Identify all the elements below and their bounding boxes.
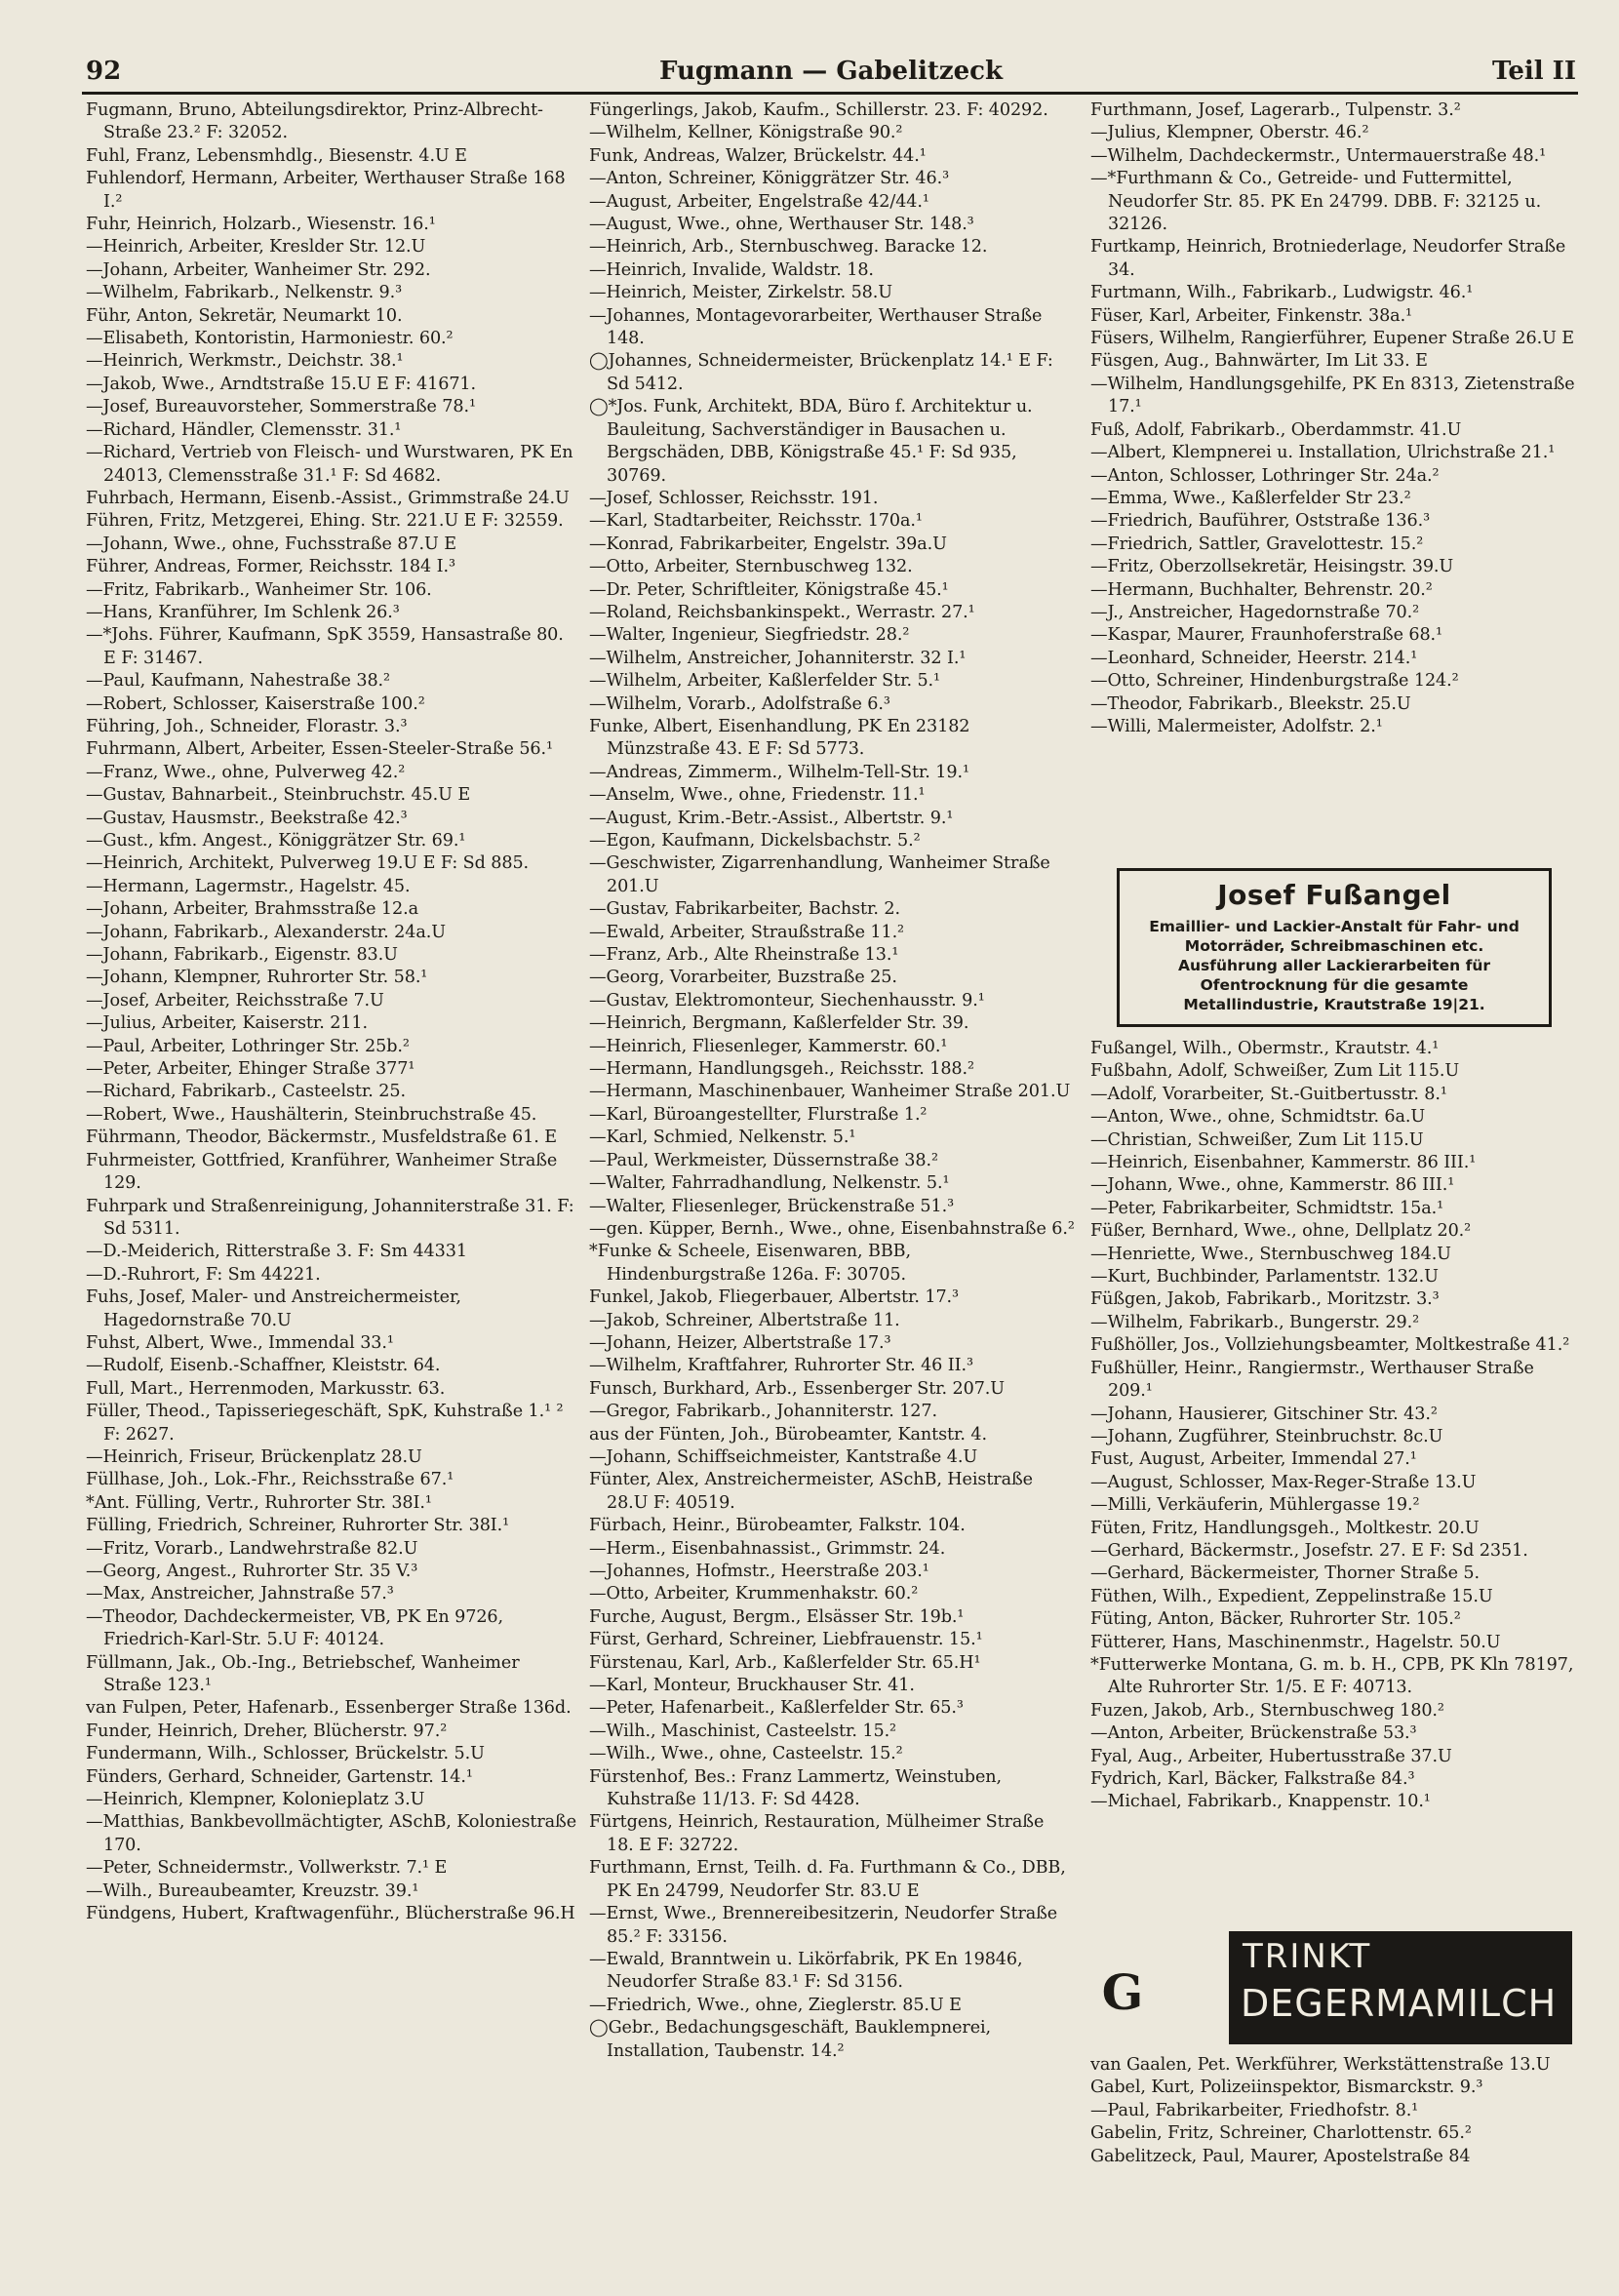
directory-entry: —Willi, Malermeister, Adolfstr. 2.¹: [1090, 716, 1383, 736]
directory-entry: —D.-Meiderich, Ritterstraße 3. F: Sm 44331: [86, 1242, 467, 1262]
directory-entry: Fürstenhof, Bes.: Franz Lammertz, Weinstuben, Kuhstraße 11/13. F: Sd 4428.: [589, 1766, 1002, 1810]
directory-entry: —Anselm, Wwe., ohne, Friedenstr. 11.¹: [589, 785, 926, 806]
directory-entry: —gen. Küpper, Bernh., Wwe., ohne, Eisenbahnstraße 6.²: [589, 1218, 1075, 1239]
column-3-top: [1090, 99, 1578, 862]
directory-entry: —Julius, Arbeiter, Kaiserstr. 211.: [86, 1013, 368, 1034]
column-3-bottom: [1090, 2054, 1578, 2284]
milk-banner: [1229, 1931, 1572, 2044]
directory-entry: Fuhrbach, Hermann, Eisenb.-Assist., Grimmstraße 24.U: [86, 488, 570, 508]
directory-entry: Führen, Fritz, Metzgerei, Ehing. Str. 221.U E F: 32559.: [86, 511, 564, 532]
directory-entry: —Wilhelm, Fabrikarb., Bungerstr. 29.²: [1090, 1312, 1420, 1332]
directory-entry: —Michael, Fabrikarb., Knappenstr. 10.¹: [1090, 1792, 1431, 1812]
directory-entry: —Gust., kfm. Angest., Königgrätzer Str. 69.¹: [86, 831, 466, 851]
directory-entry: Führer, Andreas, Former, Reichsstr. 184 I.³: [86, 557, 455, 577]
directory-entry: —Jakob, Schreiner, Albertstraße 11.: [589, 1310, 900, 1330]
directory-entry: Fürbach, Heinr., Bürobeamter, Falkstr. 104.: [589, 1516, 966, 1536]
directory-entry: —Wilh., Maschinist, Casteelstr. 15.²: [589, 1721, 897, 1741]
directory-entry: *Ant. Fülling, Vertr., Ruhrorter Str. 38I.¹: [86, 1492, 432, 1513]
logo-g-icon: G: [1101, 1963, 1144, 2021]
directory-entry: —Gustav, Elektromonteur, Siechenhausstr. 9.¹: [589, 990, 985, 1010]
directory-entry: —Kaspar, Maurer, Fraunhoferstraße 68.¹: [1090, 625, 1443, 646]
directory-entry: —Heinrich, Werkmstr., Deichstr. 38.¹: [86, 351, 404, 372]
directory-entry: Funder, Heinrich, Dreher, Blücherstr. 97.²: [86, 1721, 448, 1741]
directory-entry: —Ernst, Wwe., Brennereibesitzerin, Neudorfer Straße 85.² F: 33156.: [589, 1904, 1058, 1947]
directory-entry: Fydrich, Karl, Bäcker, Falkstraße 84.³: [1090, 1769, 1415, 1789]
directory-entry: —Max, Anstreicher, Jahnstraße 57.³: [86, 1584, 394, 1604]
directory-entry: —Anton, Arbeiter, Brückenstraße 53.³: [1090, 1723, 1417, 1744]
directory-entry: —*Johs. Führer, Kaufmann, SpK 3559, Hansastraße 80. E F: 31467.: [86, 625, 564, 668]
directory-entry: —Heinrich, Fliesenleger, Kammerstr. 60.¹: [589, 1036, 948, 1056]
directory-entry: Fuzen, Jakob, Arb., Sternbuschweg 180.²: [1090, 1700, 1444, 1721]
directory-entry: —Johannes, Hofmstr., Heerstraße 203.¹: [589, 1562, 929, 1581]
directory-entry: —Adolf, Vorarbeiter, St.-Guitbertusstr. 8.¹: [1090, 1084, 1447, 1104]
directory-entry: —Johann, Arbeiter, Wanheimer Str. 292.: [86, 259, 431, 280]
directory-entry: —Christian, Schweißer, Zum Lit 115.U: [1090, 1129, 1424, 1150]
directory-entry: —Richard, Fabrikarb., Casteelstr. 25.: [86, 1082, 406, 1102]
directory-entry: Gabelitzeck, Paul, Maurer, Apostelstraße 84: [1090, 2146, 1471, 2166]
directory-entry: —Roland, Reichsbankinspekt., Werrastr. 27.¹: [589, 602, 975, 622]
directory-entry: Funsch, Burkhard, Arb., Essenberger Str. 207.U: [589, 1378, 1006, 1399]
directory-entry: ◯*Jos. Funk, Architekt, BDA, Büro f. Architektur u. Bauleitung, Sachverständiger in Bausachen u. Bergschäden, DBB, Königstraße 45.¹ F: Sd 935, 30769.: [589, 397, 1033, 486]
directory-entry: Fuhrmeister, Gottfried, Kranführer, Wanheimer Straße 129.: [86, 1150, 558, 1194]
directory-entry: —Wilhelm, Fabrikarb., Nelkenstr. 9.³: [86, 283, 403, 303]
directory-entry: —Karl, Stadtarbeiter, Reichsstr. 170a.¹: [589, 511, 923, 532]
directory-entry: Füller, Theod., Tapisseriegeschäft, SpK, Kuhstraße 1.¹ ² F: 2627.: [86, 1402, 564, 1445]
milk-banner-line-2: DEGERMAMILCH: [1241, 1982, 1558, 2025]
directory-entry: —Franz, Arb., Alte Rheinstraße 13.¹: [589, 945, 899, 966]
directory-entry: Fundermann, Wilh., Schlosser, Brückelstr. 5.U: [86, 1744, 485, 1764]
directory-entry: —Paul, Werkmeister, Düssernstraße 38.²: [589, 1150, 938, 1170]
name-range: Fugmann — Gabelitzeck: [658, 57, 1004, 86]
directory-entry: —Johann, Klempner, Ruhrorter Str. 58.¹: [86, 968, 428, 988]
directory-entry: Fußbahn, Adolf, Schweißer, Zum Lit 115.U: [1090, 1061, 1460, 1082]
directory-entry: —Otto, Arbeiter, Krummenhakstr. 60.²: [589, 1584, 919, 1604]
directory-entry: —Elisabeth, Kontoristin, Harmoniestr. 60.²: [86, 329, 454, 349]
directory-entry: —Albert, Klempnerei u. Installation, Ulrichstraße 21.¹: [1090, 443, 1556, 463]
directory-entry: —Hermann, Lagermstr., Hagelstr. 45.: [86, 876, 411, 896]
directory-entry: Fürtgens, Heinrich, Restauration, Mülheimer Straße 18. E F: 32722.: [589, 1812, 1045, 1855]
directory-entry: —Fritz, Vorarb., Landwehrstraße 82.U: [86, 1538, 418, 1559]
directory-entry: —Geschwister, Zigarrenhandlung, Wanheimer Straße 201.U: [589, 853, 1050, 896]
directory-entry: —August, Schlosser, Max-Reger-Straße 13.U: [1090, 1472, 1477, 1492]
directory-entry: —Hermann, Handlungsgeh., Reichsstr. 188.²: [589, 1059, 974, 1080]
column-2: [589, 99, 1075, 2284]
directory-entry: Gabel, Kurt, Polizeiinspektor, Bismarckstr. 9.³: [1090, 2078, 1483, 2098]
directory-entry: Furtkamp, Heinrich, Brotniederlage, Neudorfer Straße 34.: [1090, 237, 1566, 280]
directory-entry: —Karl, Büroangestellter, Flurstraße 1.²: [589, 1104, 928, 1125]
directory-entry: —Heinrich, Friseur, Brückenplatz 28.U: [86, 1446, 422, 1467]
directory-entry: —Theodor, Dachdeckermeister, VB, PK En 9726, Friedrich-Karl-Str. 5.U F: 40124.: [86, 1606, 503, 1650]
directory-entry: Fyal, Aug., Arbeiter, Hubertusstraße 37.U: [1090, 1746, 1452, 1766]
directory-entry: Füngerlings, Jakob, Kaufm., Schillerstr. 23. F: 40292.: [589, 100, 1048, 120]
directory-entry: —Wilhelm, Vorarb., Adolfstraße 6.³: [589, 693, 890, 714]
directory-entry: —Heinrich, Klempner, Kolonieplatz 3.U: [86, 1790, 425, 1810]
directory-entry: —Johann, Fabrikarb., Eigenstr. 83.U: [86, 945, 398, 966]
directory-entry: —Ewald, Arbeiter, Straußstraße 11.²: [589, 922, 905, 942]
directory-entry: —Walter, Fliesenleger, Brückenstraße 51.³: [589, 1196, 955, 1216]
directory-entry: Fußhöller, Jos., Vollziehungsbeamter, Moltkestraße 41.²: [1090, 1335, 1570, 1356]
fussangel-advertisement: [1117, 868, 1552, 1027]
directory-entry: Führmann, Theodor, Bäckermstr., Musfeldstraße 61. E: [86, 1128, 557, 1148]
directory-entry: Fuhst, Albert, Wwe., Immendal 33.¹: [86, 1332, 394, 1353]
directory-entry: Fürstenau, Karl, Arb., Kaßlerfelder Str. 65.H¹: [589, 1652, 981, 1673]
directory-entry: —Franz, Wwe., ohne, Pulverweg 42.²: [86, 762, 406, 782]
directory-entry: —Wilh., Bureaubeamter, Kreuzstr. 39.¹: [86, 1880, 419, 1901]
directory-entry: Füllhase, Joh., Lok.-Fhr., Reichsstraße 67.¹: [86, 1470, 454, 1490]
directory-entry: —Friedrich, Wwe., ohne, Zieglerstr. 85.U E: [589, 1995, 962, 2015]
directory-entry: Furthmann, Ernst, Teilh. d. Fa. Furthmann & Co., DBB, PK En 24799, Neudorfer Str. 83.U E: [589, 1858, 1066, 1901]
column-1: [86, 99, 579, 2284]
directory-entry: —Fritz, Fabrikarb., Wanheimer Str. 106.: [86, 579, 432, 600]
page-number: 92: [86, 57, 122, 86]
directory-entry: —Gustav, Bahnarbeit., Steinbruchstr. 45.U E: [86, 785, 471, 806]
directory-entry: —Georg, Angest., Ruhrorter Str. 35 V.³: [86, 1562, 418, 1581]
directory-entry: —Jakob, Wwe., Arndtstraße 15.U E F: 41671.: [86, 374, 477, 394]
directory-entry: —J., Anstreicher, Hagedornstraße 70.²: [1090, 602, 1420, 622]
directory-entry: *Funke & Scheele, Eisenwaren, BBB, Hindenburgstraße 126a. F: 30705.: [589, 1242, 911, 1285]
directory-entry: —Hermann, Buchhalter, Behrenstr. 20.²: [1090, 579, 1433, 600]
directory-entry: —Milli, Verkäuferin, Mühlergasse 19.²: [1090, 1495, 1420, 1516]
directory-entry: —Walter, Ingenieur, Siegfriedstr. 28.²: [589, 625, 910, 646]
directory-entry: —Robert, Wwe., Haushälterin, Steinbruchstraße 45.: [86, 1104, 537, 1125]
directory-entry: —Heinrich, Arb., Sternbuschweg. Baracke 12.: [589, 237, 988, 257]
directory-entry: Fust, August, Arbeiter, Immendal 27.¹: [1090, 1449, 1417, 1470]
directory-entry: Fuhr, Heinrich, Holzarb., Wiesenstr. 16.¹: [86, 215, 436, 235]
directory-entry: —Wilh., Wwe., ohne, Casteelstr. 15.²: [589, 1744, 903, 1764]
directory-entry: —Wilhelm, Anstreicher, Johanniterstr. 32 I.¹: [589, 648, 967, 668]
directory-entry: —Henriette, Wwe., Sternbuschweg 184.U: [1090, 1244, 1451, 1264]
directory-entry: Fünders, Gerhard, Schneider, Gartenstr. 14.¹: [86, 1766, 473, 1787]
directory-entry: Füßer, Bernhard, Wwe., ohne, Dellplatz 20.²: [1090, 1221, 1472, 1242]
directory-entry: Fuhl, Franz, Lebensmhdlg., Biesenstr. 4.U E: [86, 145, 467, 166]
directory-entry: —Gustav, Hausmstr., Beekstraße 42.³: [86, 808, 408, 828]
directory-entry: —Otto, Schreiner, Hindenburgstraße 124.²: [1090, 671, 1459, 692]
directory-entry: —Walter, Fahrradhandlung, Nelkenstr. 5.¹: [589, 1173, 950, 1194]
directory-entry: —Johann, Heizer, Albertstraße 17.³: [589, 1332, 891, 1353]
directory-entry: —Wilhelm, Kellner, Königstraße 90.²: [589, 123, 903, 143]
directory-entry: —August, Wwe., ohne, Werthauser Str. 148.³: [589, 215, 974, 235]
directory-entry: Fuhlendorf, Hermann, Arbeiter, Werthauser Straße 168 I.²: [86, 169, 566, 212]
directory-entry: Fuhrmann, Albert, Arbeiter, Essen-Steeler-Straße 56.¹: [86, 739, 553, 760]
directory-entry: —Andreas, Zimmerm., Wilhelm-Tell-Str. 19.¹: [589, 762, 969, 782]
directory-entry: —Wilhelm, Handlungsgehilfe, PK En 8313, Zietenstraße 17.¹: [1090, 374, 1575, 417]
directory-entry: Fuß, Adolf, Fabrikarb., Oberdammstr. 41.U: [1090, 419, 1462, 440]
directory-entry: —Hermann, Maschinenbauer, Wanheimer Straße 201.U: [589, 1082, 1071, 1102]
directory-entry: —Julius, Klempner, Oberstr. 46.²: [1090, 123, 1369, 143]
directory-entry: —Johann, Wwe., ohne, Fuchsstraße 87.U E: [86, 534, 456, 554]
directory-entry: Full, Mart., Herrenmoden, Markusstr. 63.: [86, 1378, 446, 1399]
directory-entry: —Paul, Fabrikarbeiter, Friedhofstr. 8.¹: [1090, 2100, 1419, 2120]
directory-entry: —Paul, Arbeiter, Lothringer Str. 25b.²: [86, 1036, 410, 1056]
ad-company-name: Josef Fußangel: [1217, 879, 1451, 911]
directory-entry: Fußhüller, Heinr., Rangiermstr., Werthauser Straße 209.¹: [1090, 1358, 1534, 1402]
directory-entry: —August, Krim.-Betr.-Assist., Albertstr. 9.¹: [589, 808, 954, 828]
directory-entry: —Heinrich, Architekt, Pulverweg 19.U E F: Sd 885.: [86, 853, 530, 874]
directory-entry: —Anton, Schreiner, Königgrätzer Str. 46.³: [589, 169, 950, 189]
directory-entry: —Johannes, Montagevorarbeiter, Werthauser Straße 148.: [589, 305, 1043, 349]
directory-entry: Führing, Joh., Schneider, Florastr. 3.³: [86, 716, 408, 736]
directory-entry: —D.-Ruhrort, F: Sm 44221.: [86, 1264, 321, 1285]
directory-entry: —Gerhard, Bäckermeister, Thorner Straße 5.: [1090, 1564, 1480, 1584]
directory-entry: —Peter, Arbeiter, Ehinger Straße 377¹: [86, 1059, 415, 1080]
directory-entry: —Karl, Schmied, Nelkenstr. 5.¹: [589, 1128, 856, 1148]
directory-entry: Gabelin, Fritz, Schreiner, Charlottenstr. 65.²: [1090, 2123, 1472, 2144]
directory-entry: —Egon, Kaufmann, Dickelsbachstr. 5.²: [589, 831, 921, 851]
directory-entry: —Heinrich, Bergmann, Kaßlerfelder Str. 39.: [589, 1013, 969, 1034]
directory-entry: —Kurt, Buchbinder, Parlamentstr. 132.U: [1090, 1267, 1439, 1287]
directory-entry: —Robert, Schlosser, Kaiserstraße 100.²: [86, 693, 425, 714]
directory-entry: Fugmann, Bruno, Abteilungsdirektor, Prinz-Albrecht-Straße 23.² F: 32052.: [86, 100, 543, 143]
directory-entry: Funk, Andreas, Walzer, Brückelstr. 44.¹: [589, 145, 927, 166]
directory-entry: —Anton, Wwe., ohne, Schmidtstr. 6a.U: [1090, 1107, 1426, 1128]
directory-entry: Fuhs, Josef, Maler- und Anstreichermeister, Hagedornstraße 70.U: [86, 1287, 461, 1330]
directory-entry: Füßgen, Jakob, Fabrikarb., Moritzstr. 3.³: [1090, 1289, 1440, 1310]
directory-entry: Füsers, Wilhelm, Rangierführer, Eupener Straße 26.U E: [1090, 329, 1575, 349]
directory-entry: —Konrad, Fabrikarbeiter, Engelstr. 39a.U: [589, 534, 947, 554]
ad-description: Emaillier- und Lackier-Anstalt für Fahr- und Motorräder, Schreibmaschinen etc. Ausführung aller Lackierarbeiten für Ofentrocknung für die gesamte Metallindustrie, Krautstraße 19|21.: [1149, 918, 1520, 1013]
directory-entry: —Peter, Fabrikarbeiter, Schmidtstr. 15a.¹: [1090, 1198, 1444, 1218]
directory-entry: Funkel, Jakob, Fliegerbauer, Albertstr. 17.³: [589, 1287, 959, 1308]
directory-entry: —August, Arbeiter, Engelstraße 42/44.¹: [589, 191, 929, 212]
directory-entry: —Heinrich, Arbeiter, Kreslder Str. 12.U: [86, 237, 426, 257]
directory-entry: Fütterer, Hans, Maschinenmstr., Hagelstr. 50.U: [1090, 1632, 1501, 1652]
page-header: [86, 57, 1576, 90]
directory-entry: —Johann, Hausierer, Gitschiner Str. 43.²: [1090, 1404, 1438, 1424]
directory-entry: —Rudolf, Eisenb.-Schaffner, Kleiststr. 64.: [86, 1356, 441, 1376]
directory-entry: Füting, Anton, Bäcker, Ruhrorter Str. 105.²: [1090, 1609, 1461, 1630]
directory-entry: —Johann, Wwe., ohne, Kammerstr. 86 III.¹: [1090, 1175, 1455, 1196]
milk-advertisement: [1090, 1931, 1578, 2046]
column-3-middle: [1090, 1038, 1578, 1925]
directory-entry: Füsgen, Aug., Bahnwärter, Im Lit 33. E: [1090, 351, 1428, 372]
directory-entry: Fülling, Friedrich, Schreiner, Ruhrorter Str. 38I.¹: [86, 1516, 510, 1536]
directory-entry: —Richard, Vertrieb von Fleisch- und Wurstwaren, PK En 24013, Clemensstraße 31.¹ F: Sd 4682.: [86, 443, 573, 486]
directory-entry: —Peter, Hafenarbeit., Kaßlerfelder Str. 65.³: [589, 1698, 964, 1719]
directory-entry: —Leonhard, Schneider, Heerstr. 214.¹: [1090, 648, 1418, 668]
directory-entry: —Friedrich, Bauführer, Oststraße 136.³: [1090, 511, 1431, 532]
directory-entry: Fürst, Gerhard, Schreiner, Liebfrauenstr. 15.¹: [589, 1630, 983, 1650]
part-label: Teil II: [1491, 57, 1576, 86]
directory-entry: —Josef, Bureauvorsteher, Sommerstraße 78.¹: [86, 397, 476, 417]
directory-entry: —Friedrich, Sattler, Gravelottestr. 15.²: [1090, 534, 1424, 554]
directory-entry: aus der Fünten, Joh., Bürobeamter, Kantstr. 4.: [589, 1424, 987, 1445]
directory-entry: —Josef, Schlosser, Reichsstr. 191.: [589, 488, 879, 508]
directory-entry: Fuhrpark und Straßenreinigung, Johanniterstraße 31. F: Sd 5311.: [86, 1196, 574, 1239]
directory-entry: Füten, Fritz, Handlungsgeh., Moltkestr. 20.U: [1090, 1518, 1480, 1538]
directory-entry: Furtmann, Wilh., Fabrikarb., Ludwigstr. 46.¹: [1090, 283, 1474, 303]
directory-entry: —Ewald, Branntwein u. Likörfabrik, PK En 19846, Neudorfer Straße 83.¹ F: Sd 3156.: [589, 1949, 1023, 1993]
directory-entry: —Heinrich, Meister, Zirkelstr. 58.U: [589, 283, 892, 303]
directory-entry: —Johann, Zugführer, Steinbruchstr. 8c.U: [1090, 1426, 1443, 1446]
directory-entry: Fünter, Alex, Anstreichermeister, ASchB, Heistraße 28.U F: 40519.: [589, 1470, 1033, 1513]
directory-entry: —Georg, Vorarbeiter, Buzstraße 25.: [589, 968, 897, 988]
directory-entry: *Futterwerke Montana, G. m. b. H., CPB, PK Kln 78197, Alte Ruhrorter Str. 1/5. E F: 40713.: [1090, 1654, 1574, 1698]
directory-entry: ◯Gebr., Bedachungsgeschäft, Bauklempnerei, Installation, Taubenstr. 14.²: [589, 2018, 992, 2061]
directory-entry: Füser, Karl, Arbeiter, Finkenstr. 38a.¹: [1090, 305, 1413, 326]
directory-entry: —Heinrich, Eisenbahner, Kammerstr. 86 III.¹: [1090, 1153, 1477, 1173]
directory-entry: ◯Johannes, Schneidermeister, Brückenplatz 14.¹ E F: Sd 5412.: [589, 351, 1053, 394]
header-rule: [82, 92, 1578, 95]
directory-entry: Funke, Albert, Eisenhandlung, PK En 23182 Münzstraße 43. E F: Sd 5773.: [589, 716, 970, 760]
directory-entry: —Emma, Wwe., Kaßlerfelder Str 23.²: [1090, 488, 1411, 508]
directory-entry: Fündgens, Hubert, Kraftwagenführ., Blücherstraße 96.H: [86, 1904, 575, 1924]
directory-entry: —Peter, Schneidermstr., Vollwerkstr. 7.¹ E: [86, 1858, 448, 1879]
directory-entry: —Otto, Arbeiter, Sternbuschweg 132.: [589, 557, 913, 577]
directory-entry: —Richard, Händler, Clemensstr. 31.¹: [86, 419, 402, 440]
directory-entry: —Paul, Kaufmann, Nahestraße 38.²: [86, 671, 390, 692]
directory-entry: —Wilhelm, Kraftfahrer, Ruhrorter Str. 46 II.³: [589, 1356, 973, 1376]
directory-entry: van Gaalen, Pet. Werkführer, Werkstättenstraße 13.U: [1090, 2055, 1551, 2075]
directory-entry: —Johann, Arbeiter, Brahmsstraße 12.a: [86, 899, 418, 920]
directory-entry: —Gregor, Fabrikarb., Johanniterstr. 127.: [589, 1402, 937, 1422]
directory-entry: Furthmann, Josef, Lagerarb., Tulpenstr. 3.²: [1090, 100, 1461, 120]
directory-entry: —Josef, Arbeiter, Reichsstraße 7.U: [86, 990, 384, 1010]
directory-entry: —Karl, Monteur, Bruckhauser Str. 41.: [589, 1676, 915, 1696]
directory-entry: —Wilhelm, Dachdeckermstr., Untermauerstraße 48.¹: [1090, 145, 1547, 166]
directory-entry: —Matthias, Bankbevollmächtigter, ASchB, Koloniestraße 170.: [86, 1812, 577, 1855]
directory-entry: Führ, Anton, Sekretär, Neumarkt 10.: [86, 305, 403, 326]
directory-entry: —Dr. Peter, Schriftleiter, Königstraße 45.¹: [589, 579, 949, 600]
directory-entry: —*Furthmann & Co., Getreide- und Futtermittel, Neudorfer Str. 85. PK En 24799. DBB. F: 32125 u. 32126.: [1090, 169, 1542, 235]
directory-entry: Füllmann, Jak., Ob.-Ing., Betriebschef, Wanheimer Straße 123.¹: [86, 1652, 520, 1696]
directory-entry: —Gerhard, Bäckermstr., Josefstr. 27. E F: Sd 2351.: [1090, 1540, 1528, 1561]
directory-entry: —Herm., Eisenbahnassist., Grimmstr. 24.: [589, 1538, 946, 1559]
directory-entry: van Fulpen, Peter, Hafenarb., Essenberger Straße 136d.: [86, 1698, 572, 1719]
directory-entry: Fußangel, Wilh., Obermstr., Krautstr. 4.¹: [1090, 1039, 1440, 1058]
directory-entry: —Hans, Kranführer, Im Schlenk 26.³: [86, 602, 400, 622]
directory-entry: —Wilhelm, Arbeiter, Kaßlerfelder Str. 5.¹: [589, 671, 941, 692]
directory-entry: —Johann, Schiffseichmeister, Kantstraße 4.U: [589, 1446, 978, 1467]
directory-entry: —Johann, Fabrikarb., Alexanderstr. 24a.U: [86, 922, 446, 942]
directory-entry: Füthen, Wilh., Expedient, Zeppelinstraße 15.U: [1090, 1586, 1493, 1606]
directory-entry: —Gustav, Fabrikarbeiter, Bachstr. 2.: [589, 899, 900, 920]
directory-entry: —Heinrich, Invalide, Waldstr. 18.: [589, 259, 874, 280]
directory-entry: —Anton, Schlosser, Lothringer Str. 24a.²: [1090, 465, 1440, 486]
directory-entry: Furche, August, Bergm., Elsässer Str. 19b.¹: [589, 1606, 965, 1627]
milk-banner-line-1: TRINKT: [1243, 1937, 1372, 1976]
directory-entry: —Theodor, Fabrikarb., Bleekstr. 25.U: [1090, 693, 1411, 714]
directory-entry: —Fritz, Oberzollsekretär, Heisingstr. 39.U: [1090, 557, 1454, 577]
